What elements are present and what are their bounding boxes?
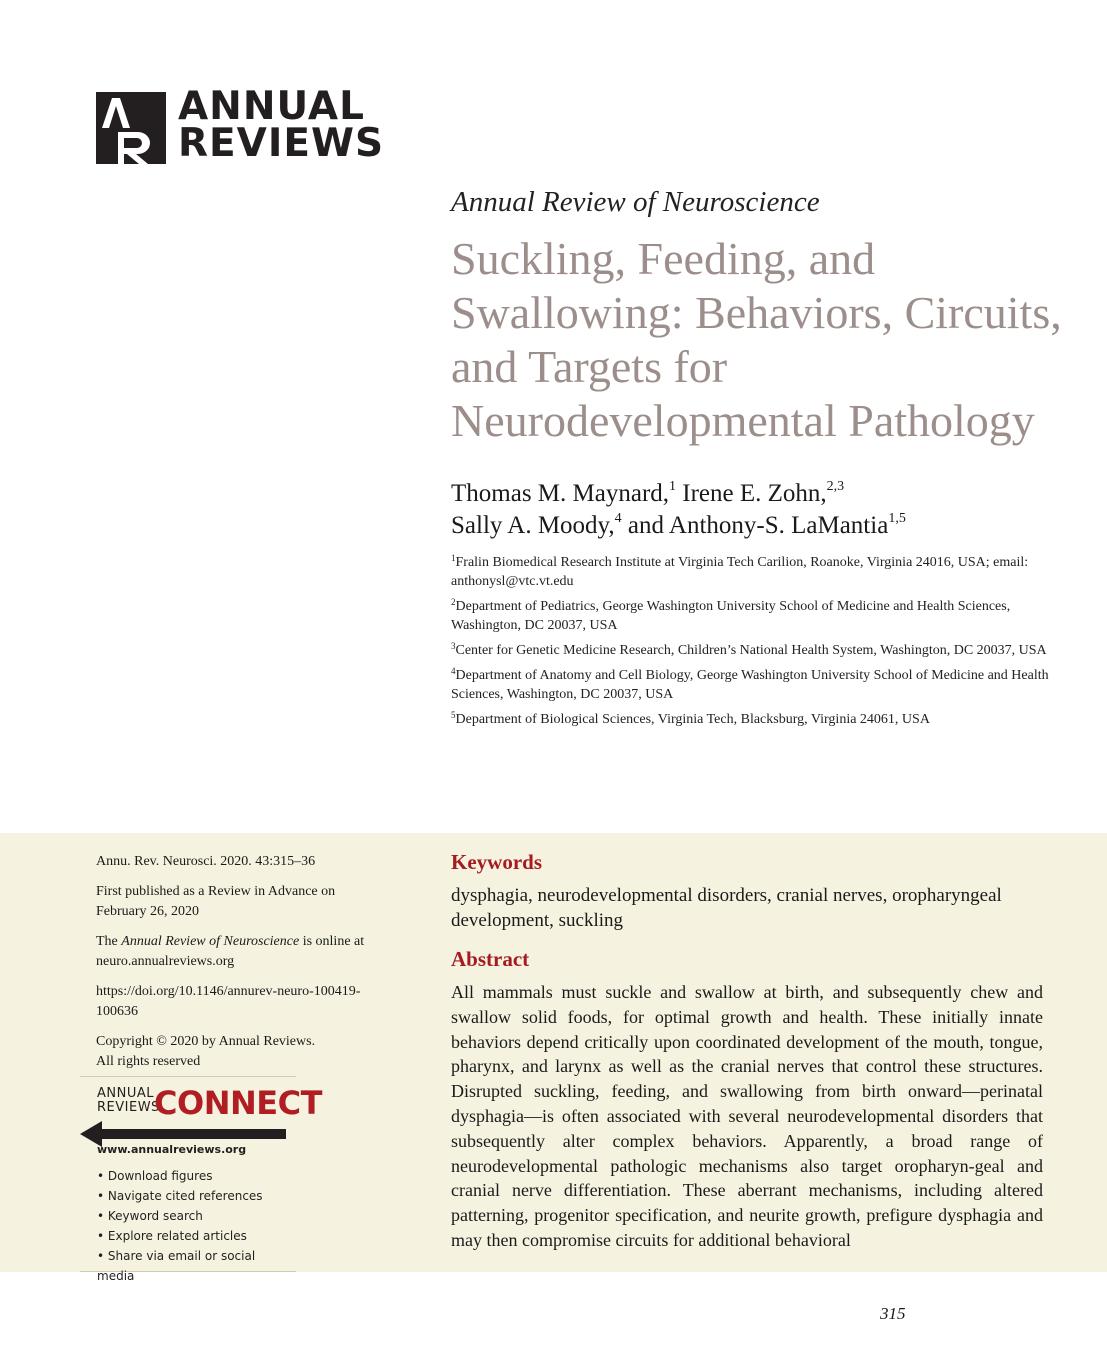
doi-link[interactable]: https://doi.org/10.1146/annurev-neuro-100419-100636: [96, 984, 361, 1019]
keywords-heading: Keywords: [451, 850, 542, 874]
page-number: 315: [880, 1304, 906, 1323]
feature-item: • Download figures: [97, 1166, 296, 1186]
author-zohn: Irene E. Zohn,: [676, 480, 827, 507]
feature-item: • Explore related articles: [97, 1226, 296, 1246]
keywords-abstract: [451, 850, 1043, 1253]
ar-logo-mark: [96, 92, 166, 164]
abstract-heading: Abstract: [451, 947, 530, 971]
copyright-line: Copyright © 2020 by Annual Reviews.: [96, 1034, 316, 1049]
author-lamantia: and Anthony-S. LaMantia: [621, 512, 889, 539]
author-list: [451, 478, 1071, 542]
affiliation-text: Department of Anatomy and Cell Biology, George Washington University School of Medicine and Health Sciences, Washington, DC 20037, USA: [451, 668, 1049, 702]
author-moody: Sally A. Moody,: [451, 512, 615, 539]
affiliations: [451, 553, 1051, 735]
online-note: [96, 932, 386, 972]
affiliation-num: 1: [451, 553, 456, 563]
connect-small-logo: [97, 1087, 160, 1115]
feature-item: • Navigate cited references: [97, 1186, 296, 1206]
connect-small-annual: ANNUAL: [97, 1086, 154, 1101]
connect-small-reviews: REVIEWS: [97, 1100, 160, 1115]
feature-item: • Share via email or social media: [97, 1246, 296, 1286]
author-sup: 2,3: [826, 479, 845, 494]
logo-line-reviews: REVIEWS: [178, 121, 385, 166]
online-note-pre: The: [96, 934, 122, 949]
rights-line: All rights reserved: [96, 1054, 201, 1069]
affiliation-text: Center for Genetic Medicine Research, Children’s National Health System, Washington, DC 20037, USA: [455, 643, 1047, 658]
citation: Annu. Rev. Neurosci. 2020. 43:315–36: [96, 854, 316, 869]
affiliation-num: 3: [451, 641, 456, 651]
affiliation: [451, 597, 1051, 635]
annual-reviews-logo: [96, 84, 385, 166]
logo-wordmark: [178, 84, 385, 166]
affiliation: [451, 641, 1051, 660]
article-title: Suckling, Feeding, and Swallowing: Behaviors, Circuits, and Targets for Neurodevelopmental Pathology: [451, 233, 1062, 446]
affiliation-text: Department of Biological Sciences, Virginia Tech, Blacksburg, Virginia 24061, USA: [455, 712, 930, 727]
affiliation-text: Department of Pediatrics, George Washington University School of Medicine and Health Sciences, Washington, DC 20037, USA: [451, 599, 1011, 633]
connect-url[interactable]: www.annualreviews.org: [97, 1143, 247, 1156]
copyright: [96, 1032, 386, 1072]
affiliation-num: 4: [451, 666, 456, 676]
author-maynard: Thomas M. Maynard,: [451, 480, 670, 507]
affiliation: [451, 553, 1051, 591]
author-sup: 4: [614, 511, 622, 526]
journal-name: Annual Review of Neuroscience: [451, 186, 820, 218]
logo-line-annual: ANNUAL: [178, 84, 365, 129]
connect-features: [97, 1166, 296, 1286]
keywords-text: dysphagia, neurodevelopmental disorders, cranial nerves, oropharyngeal development, suckling: [451, 885, 1002, 931]
connect-title: CONNECT: [154, 1084, 322, 1122]
online-note-journal: Annual Review of Neuroscience: [121, 934, 300, 949]
online-note-post[interactable]: is online at neuro.annualreviews.org: [96, 934, 365, 969]
affiliation: [451, 710, 1051, 729]
publication-date: First published as a Review in Advance on February 26, 2020: [96, 884, 336, 919]
article-info-sidebar: [96, 852, 386, 1082]
author-sup: 1: [669, 479, 677, 494]
annual-reviews-connect-box[interactable]: [80, 1076, 322, 1283]
affiliation: [451, 666, 1051, 704]
abstract-text: All mammals must suckle and swallow at birth, and subsequently chew and swallow solid foods, for optimal growth and health. These initially innate behaviors depend critically upon coordinated development of the mouth, tongue, pharynx, and larynx as well as the cranial nerves that control these structures. Disrupted suckling, feeding, and swallowing from birth onward—perinatal dysphagia—is often associated with several neurodevelopmental disorders that subsequently alter complex behaviors. Apparently, a broad range of neurodevelopmental pathologic mechanisms also target oropharyn-geal and cranial nerve differentiation. These aberrant mechanisms, including altered patterning, progenitor specification, and neurite growth, prefigure dysphagia and may then compromise circuits for additional behavioral: [451, 982, 1043, 1250]
affiliation-text: Fralin Biomedical Research Institute at Virginia Tech Carilion, Roanoke, Virginia 24016, USA; email: anthonysl@vtc.vt.edu: [451, 555, 1029, 589]
affiliation-num: 2: [451, 597, 456, 607]
feature-item: • Keyword search: [97, 1206, 296, 1226]
author-sup: 1,5: [888, 511, 906, 526]
affiliation-num: 5: [451, 710, 456, 720]
